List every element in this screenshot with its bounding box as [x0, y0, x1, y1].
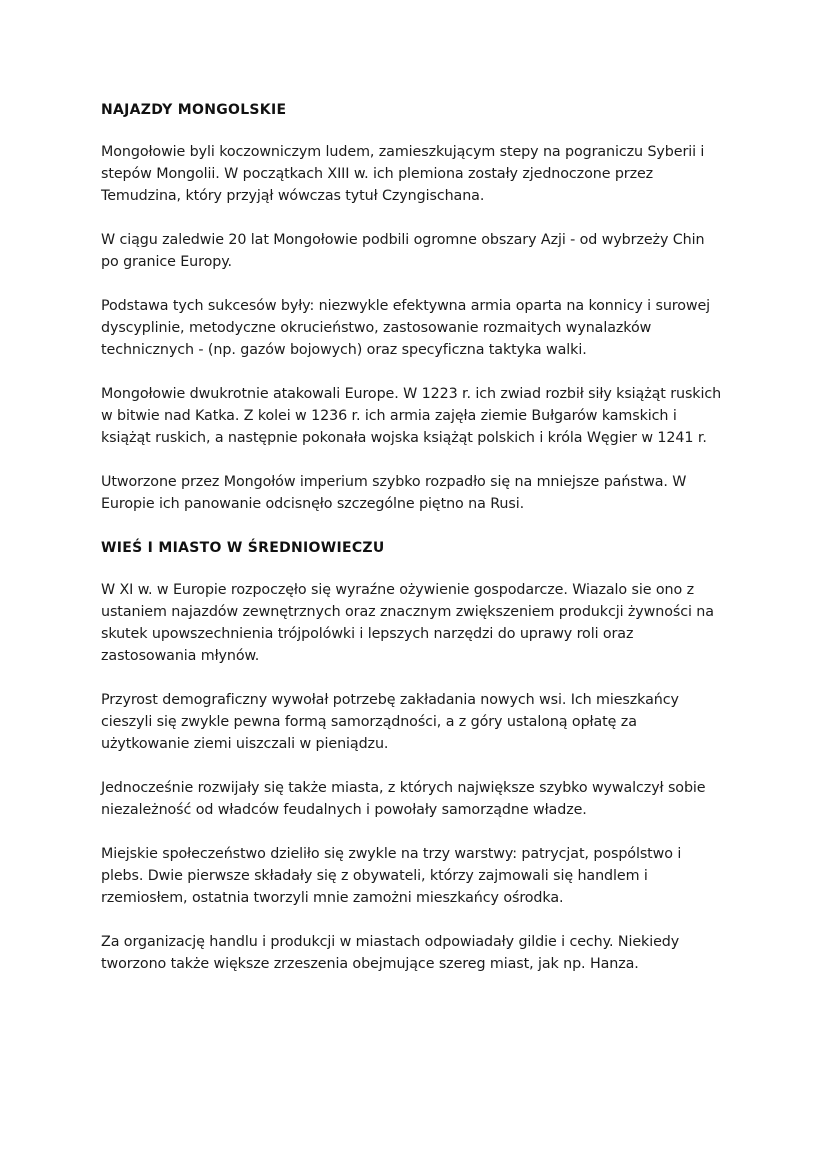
paragraph	[101, 141, 741, 207]
text-line: plebs. Dwie pierwsze składały się z obywateli, którzy zajmowali się handlem i	[101, 868, 648, 884]
text-line: Jednocześnie rozwijały się także miasta, z których największe szybko wywalczył sobie	[101, 780, 706, 796]
text-line: Za organizację handlu i produkcji w miastach odpowiadały gildie i cechy. Niekiedy	[101, 934, 680, 950]
text-line: Mongołowie byli koczowniczym ludem, zamieszkującym stepy na pograniczu Syberii i	[101, 144, 705, 160]
text-line: Miejskie społeczeństwo dzieliło się zwykle na trzy warstwy: patrycjat, pospólstwo i	[101, 846, 682, 862]
paragraph	[101, 471, 741, 515]
text-line: Europie ich panowanie odcisnęło szczególne piętno na Rusi.	[101, 496, 525, 512]
text-line: technicznych - (np. gazów bojowych) oraz specyficzna taktyka walki.	[101, 342, 587, 358]
text-line: Temudzina, który przyjął wówczas tytuł Czyngischana.	[101, 188, 485, 204]
text-line: użytkowanie ziemi uiszczali w pieniądzu.	[101, 736, 389, 752]
document-content	[101, 99, 741, 997]
paragraph	[101, 295, 741, 361]
section-heading: WIEŚ I MIASTO W ŚREDNIOWIECZU	[101, 540, 385, 556]
paragraph	[101, 843, 741, 909]
paragraph	[101, 229, 741, 273]
paragraph	[101, 777, 741, 821]
paragraph	[101, 383, 741, 449]
text-line: stepów Mongolii. W początkach XIII w. ich plemiona zostały zjednoczone przez	[101, 166, 654, 182]
text-line: skutek upowszechnienia trójpolówki i lepszych narzędzi do uprawy roli oraz	[101, 626, 634, 642]
text-line: cieszyli się zwykle pewna formą samorządności, a z góry ustaloną opłatę za	[101, 714, 637, 730]
text-line: po granice Europy.	[101, 254, 232, 270]
text-line: Utworzone przez Mongołów imperium szybko rozpadło się na mniejsze państwa. W	[101, 474, 687, 490]
text-line: Mongołowie dwukrotnie atakowali Europe. W 1223 r. ich zwiad rozbił siły książąt ruskich	[101, 386, 722, 402]
text-line: niezależność od władców feudalnych i powołały samorządne władze.	[101, 802, 587, 818]
paragraph	[101, 579, 741, 667]
text-line: tworzono także większe zrzeszenia obejmujące szereg miast, jak np. Hanza.	[101, 956, 639, 972]
text-line: W ciągu zaledwie 20 lat Mongołowie podbili ogromne obszary Azji - od wybrzeży Chin	[101, 232, 705, 248]
text-line: zastosowania młynów.	[101, 648, 260, 664]
text-line: Przyrost demograficzny wywołał potrzebę zakładania nowych wsi. Ich mieszkańcy	[101, 692, 679, 708]
text-line: dyscyplinie, metodyczne okrucieństwo, zastosowanie rozmaitych wynalazków	[101, 320, 652, 336]
text-line: Podstawa tych sukcesów były: niezwykle efektywna armia oparta na konnicy i surowej	[101, 298, 711, 314]
section-village-and-town	[101, 537, 741, 975]
text-line: W XI w. w Europie rozpoczęło się wyraźne ożywienie gospodarcze. Wiazalo sie ono z	[101, 582, 694, 598]
section-heading: NAJAZDY MONGOLSKIE	[101, 102, 287, 118]
text-line: ustaniem najazdów zewnętrznych oraz znacznym zwiększeniem produkcji żywności na	[101, 604, 714, 620]
text-line: w bitwie nad Katka. Z kolei w 1236 r. ich armia zajęła ziemie Bułgarów kamskich i	[101, 408, 677, 424]
section-mongol-invasions	[101, 99, 741, 515]
text-line: rzemiosłem, ostatnia tworzyli mnie zamożni mieszkańcy ośrodka.	[101, 890, 564, 906]
paragraph	[101, 931, 741, 975]
text-line: książąt ruskich, a następnie pokonała wojska książąt polskich i króla Węgier w 1241 r.	[101, 430, 707, 446]
paragraph	[101, 689, 741, 755]
